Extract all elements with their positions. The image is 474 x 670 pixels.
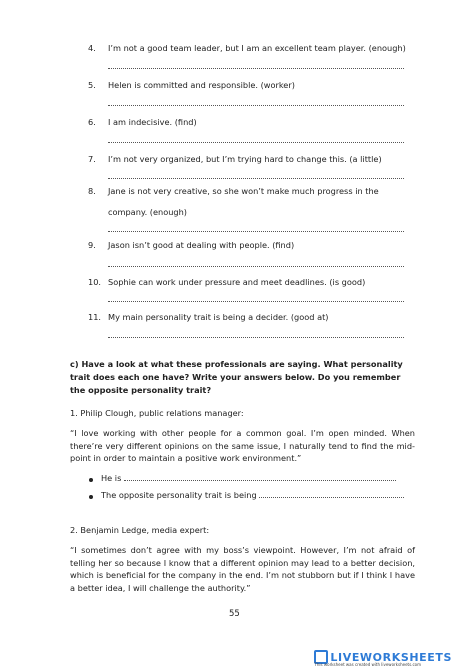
item-text: I’m not a good team leader, but I am an excellent team player. (enough) — [108, 43, 406, 53]
item-number: 6. — [88, 117, 96, 127]
item-number: 5. — [88, 80, 96, 90]
answer-line[interactable] — [108, 105, 404, 106]
brand-name: LIVEWORKSHEETS — [330, 650, 452, 664]
item-text: Jane is not very creative, so she won’t make much progress in the — [108, 186, 379, 196]
footer-brand — [314, 648, 452, 666]
bullet-2-text: The opposite personality trait is being — [101, 490, 257, 500]
speaker-2-quote: “I sometimes don’t agree with my boss’s viewpoint. However, I’m not afraid of telling her so because I know that a different opinion may lead to a better decision, which is beneficial for the company in the end. I’m not stubborn but if I think I have a better idea, I will challenge the authority.” — [70, 545, 415, 593]
speaker-2-label: 2. Benjamin Ledge, media expert: — [70, 525, 210, 535]
footer-credit: This worksheet was created with liveworksheets.com — [314, 662, 421, 667]
answer-line[interactable] — [108, 231, 404, 232]
answer-line[interactable] — [108, 142, 404, 143]
answer-line[interactable] — [108, 178, 404, 179]
bullet-1-text: He is — [101, 473, 122, 483]
item-text: Helen is committed and responsible. (worker) — [108, 80, 295, 90]
bullet-icon — [89, 478, 93, 482]
item-text-continued: company. (enough) — [108, 207, 187, 217]
answer-line[interactable] — [108, 301, 404, 302]
item-text: Jason isn’t good at dealing with people. (find) — [108, 240, 295, 250]
item-text: I am indecisive. (find) — [108, 117, 197, 127]
item-number: 10. — [88, 277, 102, 287]
item-text: My main personality trait is being a decider. (good at) — [108, 312, 329, 322]
speaker-1-label: 1. Philip Clough, public relations manager: — [70, 408, 244, 418]
answer-line[interactable] — [108, 68, 404, 69]
answer-field[interactable] — [259, 497, 404, 498]
item-text: Sophie can work under pressure and meet deadlines. (is good) — [108, 277, 366, 287]
page-number: 55 — [229, 609, 240, 619]
item-number: 7. — [88, 154, 96, 164]
item-text: I’m not very organized, but I’m trying hard to change this. (a little) — [108, 154, 382, 164]
bullet-1 — [101, 473, 396, 483]
item-number: 9. — [88, 240, 96, 250]
item-number: 8. — [88, 186, 96, 196]
answer-line[interactable] — [108, 337, 404, 338]
speaker-1-quote: “I love working with other people for a common goal. I’m open minded. When there’re very different opinions on the same issue, I naturally tend to find the mid-point in order to maintain a positive work environment.” — [70, 428, 415, 463]
bullet-icon — [89, 495, 93, 499]
item-number: 4. — [88, 43, 96, 53]
answer-field[interactable] — [124, 480, 396, 481]
answer-line[interactable] — [108, 266, 404, 267]
bullet-2 — [101, 490, 404, 500]
item-number: 11. — [88, 312, 102, 322]
section-c-heading: c) Have a look at what these professionals are saying. What personality trait does each one have? Write your answers below. Do you remember the opposite personality trait? — [70, 359, 403, 395]
